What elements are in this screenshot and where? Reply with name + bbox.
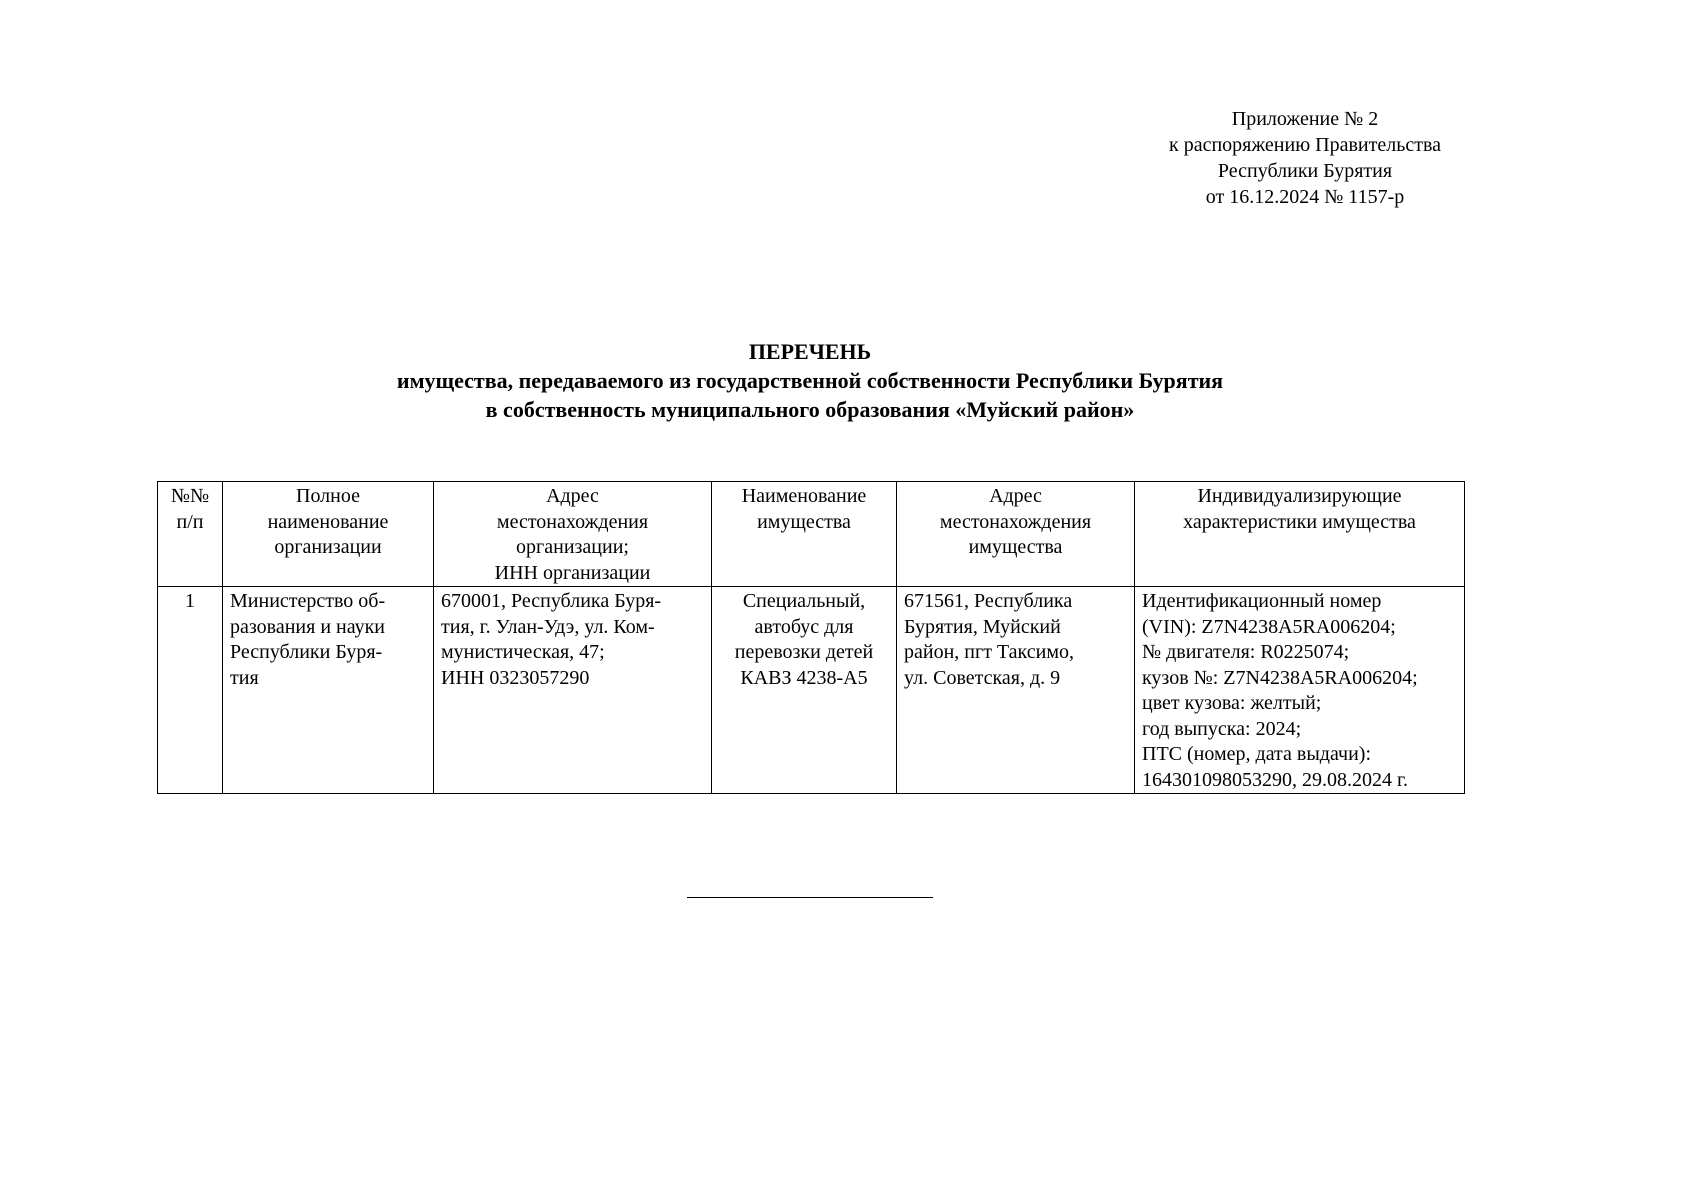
cell-num: 1	[158, 587, 223, 794]
header-org-address: Адрес местонахождения организации; ИНН организации	[434, 482, 712, 587]
header-property-name: Наименование имущества	[712, 482, 897, 587]
title-subline: в собственность муниципального образования «Муйский район»	[485, 397, 1135, 422]
header-num: №№ п/п	[158, 482, 223, 587]
header-property-address: Адрес местонахождения имущества	[897, 482, 1135, 587]
document-title	[0, 337, 1620, 424]
header-org-name: Полное наименование организации	[223, 482, 434, 587]
table-header-row	[158, 482, 1465, 587]
table-row	[158, 587, 1465, 794]
title-subline: имущества, передаваемого из государственной собственности Республики Бурятия	[396, 368, 1224, 393]
cell-org-name: Министерство об- разования и науки Республики Буря- тия	[223, 587, 434, 794]
appendix-line: Республики Бурятия	[1217, 160, 1393, 182]
cell-property-name: Специальный, автобус для перевозки детей КАВЗ 4238-А5	[712, 587, 897, 794]
closing-rule	[687, 897, 933, 898]
appendix-block	[1100, 106, 1510, 210]
cell-property-address: 671561, Республика Бурятия, Муйский район, пгт Таксимо, ул. Советская, д. 9	[897, 587, 1135, 794]
header-characteristics: Индивидуализирующие характеристики имущества	[1135, 482, 1465, 587]
property-table	[157, 481, 1465, 794]
title-heading: ПЕРЕЧЕНЬ	[748, 339, 872, 364]
appendix-line: к распоряжению Правительства	[1168, 134, 1441, 156]
appendix-line: Приложение № 2	[1231, 108, 1379, 130]
appendix-line: от 16.12.2024 № 1157-р	[1205, 186, 1405, 208]
cell-characteristics: Идентификационный номер (VIN): Z7N4238A5RA006204; № двигателя: R0225074; кузов №: Z7N4238A5RA006204; цвет кузова: желтый; год выпуска: 2024; ПТС (номер, дата выдачи): 164301098053290, 29.08.2024 г.	[1135, 587, 1465, 794]
cell-org-address: 670001, Республика Буря- тия, г. Улан-Удэ, ул. Ком- мунистическая, 47; ИНН 0323057290	[434, 587, 712, 794]
